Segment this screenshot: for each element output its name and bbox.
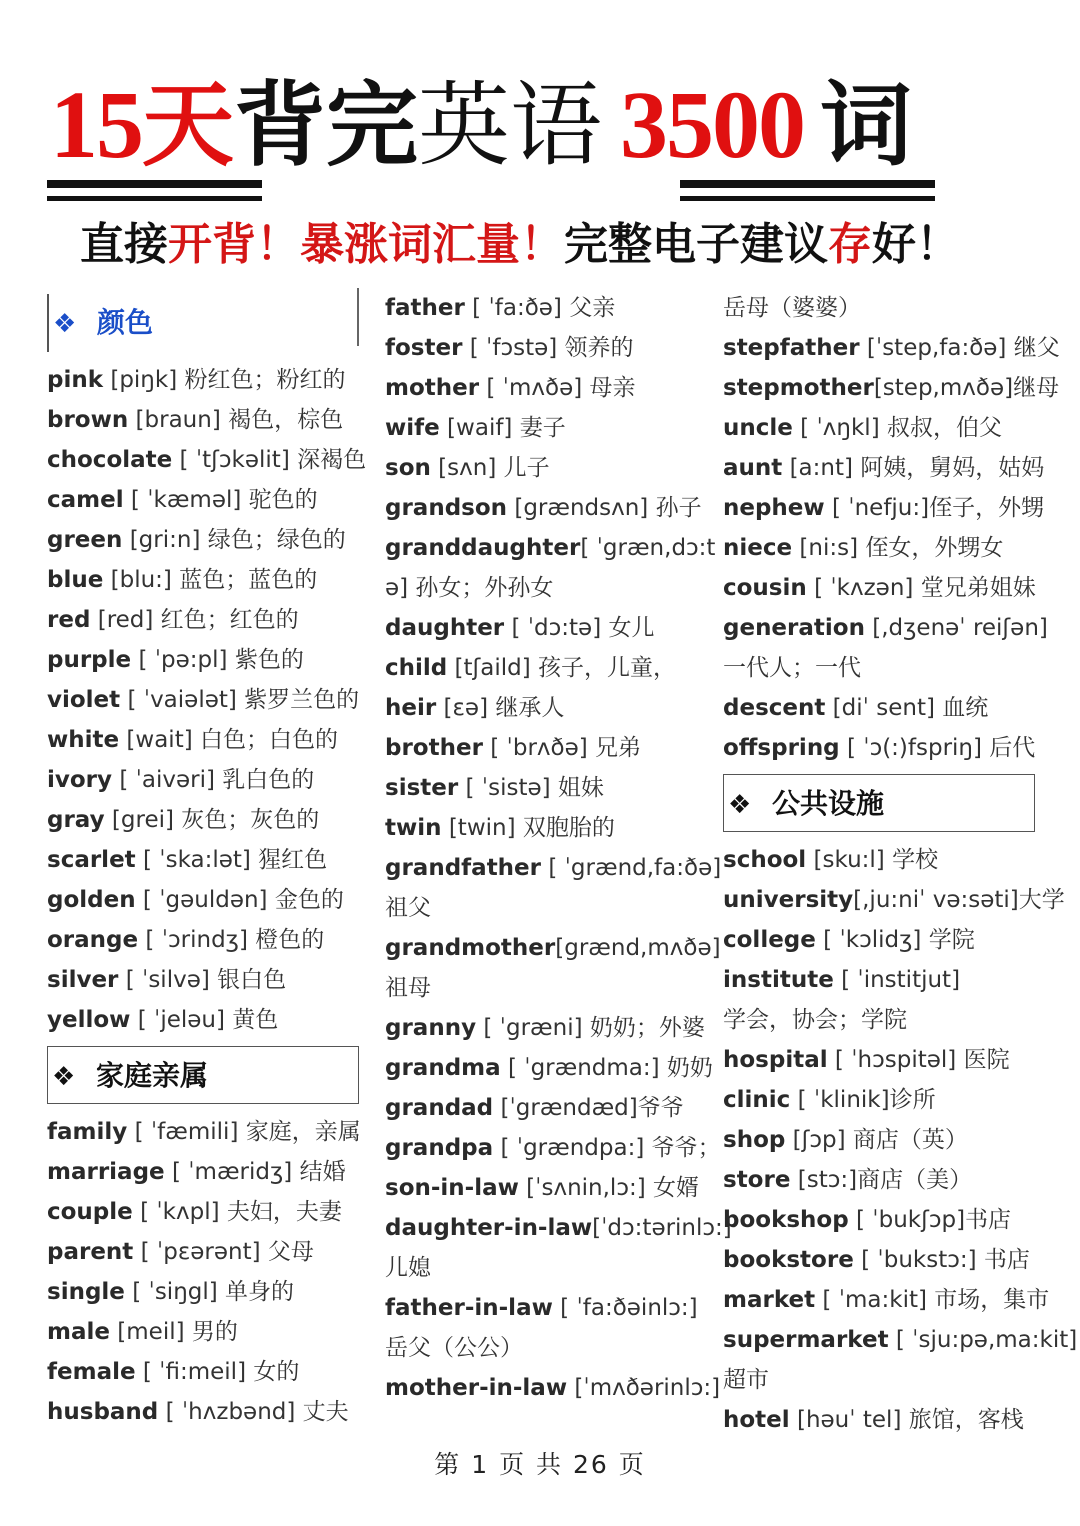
vocab-word: orange — [47, 927, 139, 953]
vocab-word: son-in-law — [385, 1175, 519, 1201]
vocab-entry — [723, 608, 1053, 648]
vocab-word: male — [47, 1319, 110, 1345]
vocab-phonetic-meaning: [ ˈgrænd,fa:ðə] — [541, 855, 722, 881]
vocab-entry — [723, 1080, 1053, 1120]
vocab-entry — [723, 1120, 1053, 1160]
vocab-entry — [47, 1392, 359, 1432]
column-2 — [385, 288, 732, 1408]
vocab-entry — [47, 1352, 359, 1392]
vocab-phonetic-meaning: [ ˈpεərənt] 父母 — [133, 1239, 314, 1265]
vocab-entry — [723, 1400, 1053, 1440]
vocab-phonetic-meaning: [sku:l] 学校 — [806, 847, 939, 873]
vocab-entry — [385, 1208, 732, 1248]
vocab-phonetic-meaning: 岳父（公公） — [385, 1335, 523, 1361]
vocab-phonetic-meaning: [həuˈ tel] 旅馆，客栈 — [789, 1407, 1024, 1433]
vocab-word: store — [723, 1167, 791, 1193]
vocab-word: mother-in-law — [385, 1375, 568, 1401]
vocab-word: daughter-in-law — [385, 1215, 593, 1241]
vocab-word: female — [47, 1359, 136, 1385]
vocab-word: school — [723, 847, 807, 873]
vocab-word: hotel — [723, 1407, 790, 1433]
vocab-phonetic-meaning: [meil] 男的 — [109, 1319, 238, 1345]
vocab-word: chocolate — [47, 447, 173, 473]
vocab-entry — [47, 800, 359, 840]
vocab-entry — [723, 288, 1053, 328]
diamond-cluster-icon: ❖ — [53, 309, 77, 339]
vocab-word: bookshop — [723, 1207, 849, 1233]
column-1 — [47, 288, 367, 1432]
vocab-word: stepmother — [723, 375, 874, 401]
vocab-entry — [723, 648, 1053, 688]
vocab-word: sister — [385, 775, 459, 801]
vocab-word: shop — [723, 1127, 786, 1153]
word-list-family — [47, 1112, 359, 1432]
vocab-phonetic-meaning: [ ˈgəuldən] 金色的 — [135, 887, 344, 913]
vocab-phonetic-meaning: [ ˈsju:pə,ma:kit] — [888, 1327, 1078, 1353]
vocab-phonetic-meaning: [twin] 双胞胎的 — [441, 815, 615, 841]
vocab-entry — [385, 568, 707, 608]
vocab-entry — [385, 1048, 713, 1088]
vocab-word: purple — [47, 647, 132, 673]
vocab-entry — [385, 328, 707, 368]
vocab-entry — [723, 728, 1053, 768]
vocab-entry — [385, 288, 707, 328]
vocab-word: pink — [47, 367, 104, 393]
vocab-phonetic-meaning: [ ˈtʃɔkəlit] 深褐色 — [172, 447, 367, 473]
vocab-entry — [723, 1200, 1053, 1240]
title-english-text: 英语 — [418, 72, 603, 179]
vocab-phonetic-meaning: [ ˈmʌðə] 母亲 — [479, 375, 636, 401]
vocab-phonetic-meaning: [ ˈbukʃɔp]书店 — [848, 1207, 1012, 1233]
vocab-phonetic-meaning: 超市 — [723, 1367, 769, 1393]
vocab-word: green — [47, 527, 123, 553]
vocab-word: grandmother — [385, 935, 556, 961]
vocab-phonetic-meaning: [ ˈvaiələt] 紫罗兰色的 — [120, 687, 360, 713]
vocab-entry — [723, 408, 1053, 448]
vocab-phonetic-meaning: [ˈstep,fa:ðə] 继父 — [859, 335, 1060, 361]
vocab-phonetic-meaning: [ ˈkʌzən] 堂兄弟姐妹 — [806, 575, 1036, 601]
vocab-entry — [723, 488, 1053, 528]
vocab-phonetic-meaning: [ ˈkɔlidʒ] 学院 — [815, 927, 975, 953]
subtitle-part-4: 暴涨词汇量 — [300, 219, 520, 270]
vocab-word: grandpa — [385, 1135, 494, 1161]
section-title: 公共设施 — [772, 787, 885, 820]
vocab-entry — [47, 1272, 359, 1312]
vocab-entry — [385, 648, 707, 688]
vocab-word: marriage — [47, 1159, 165, 1185]
vocab-phonetic-meaning: [ ˈsilvə] 银白色 — [118, 967, 287, 993]
vocab-phonetic-meaning: [ ˈkʌpl] 夫妇，夫妻 — [132, 1199, 342, 1225]
vocab-entry — [723, 1280, 1053, 1320]
vocab-word: grandad — [385, 1095, 494, 1121]
vocab-phonetic-meaning: [grænd,mʌðə] — [555, 935, 721, 961]
page-number-footer: 第 1 页 共 26 页 — [434, 1450, 646, 1479]
subtitle-part-1: 直接 — [80, 219, 168, 270]
vocab-phonetic-meaning: ə] 孙女；外孙女 — [385, 575, 554, 601]
vocab-entry — [385, 928, 721, 968]
vocab-entry — [47, 720, 359, 760]
title-underline-right-1 — [680, 180, 935, 188]
vocab-phonetic-meaning: [ ˈfɔstə] 领养的 — [462, 335, 634, 361]
word-list-public-facilities — [723, 840, 1078, 1440]
vocab-phonetic-meaning: [ ˈmæridʒ] 结婚 — [164, 1159, 346, 1185]
vocab-word: yellow — [47, 1007, 131, 1033]
vocab-word: descent — [723, 695, 826, 721]
vocab-phonetic-meaning: [ ˈfæmili] 家庭，亲属 — [127, 1119, 361, 1145]
vocab-word: university — [723, 887, 854, 913]
vocab-entry — [385, 408, 707, 448]
column-1-right-rule — [357, 288, 359, 346]
vocab-entry — [723, 568, 1053, 608]
vocab-phonetic-meaning: [piŋk] 粉红色；粉红的 — [103, 367, 346, 393]
vocab-entry — [385, 688, 707, 728]
vocab-word: institute — [723, 967, 834, 993]
vocab-word: scarlet — [47, 847, 136, 873]
vocab-word: niece — [723, 535, 793, 561]
vocab-phonetic-meaning: [ ˈsiŋgl] 单身的 — [124, 1279, 295, 1305]
vocab-phonetic-meaning: [braun] 褐色，棕色 — [128, 407, 344, 433]
diamond-cluster-icon: ❖ — [52, 1062, 76, 1092]
vocab-entry — [723, 528, 1053, 568]
vocab-word: camel — [47, 487, 124, 513]
vocab-phonetic-meaning: 岳母（婆婆） — [723, 295, 861, 321]
section-heading-public-facilities — [723, 774, 1035, 832]
vocab-phonetic-meaning: [ ˈɔ(:)fspriŋ] 后代 — [839, 735, 1036, 761]
vocab-entry — [385, 448, 707, 488]
vocab-entry — [385, 848, 722, 888]
vocab-phonetic-meaning: [a:nt] 阿姨，舅妈，姑妈 — [782, 455, 1045, 481]
vocab-entry — [723, 1360, 1053, 1400]
vocab-entry — [47, 920, 359, 960]
vocab-phonetic-meaning: 一代人；一代 — [723, 655, 861, 681]
vocab-word: cousin — [723, 575, 807, 601]
vocab-phonetic-meaning: [grei] 灰色；灰色的 — [104, 807, 320, 833]
vocab-phonetic-meaning: [ ˈjeləu] 黄色 — [130, 1007, 279, 1033]
vocab-entry — [723, 1320, 1078, 1360]
vocab-entry — [723, 328, 1060, 368]
vocab-entry — [47, 400, 359, 440]
vocab-entry — [47, 440, 367, 480]
vocab-phonetic-meaning: [ ˈfa:ðə] 父亲 — [464, 295, 616, 321]
vocab-phonetic-meaning: [ ˈma:kit] 市场，集市 — [815, 1287, 1050, 1313]
title-underline-left-1 — [47, 180, 262, 188]
vocab-word: generation — [723, 615, 865, 641]
vocab-entry — [385, 528, 716, 568]
vocab-phonetic-meaning: [ ˈska:lət] 猩红色 — [135, 847, 328, 873]
vocab-phonetic-meaning: 祖母 — [385, 975, 431, 1001]
vocab-entry — [723, 840, 1053, 880]
vocab-entry — [47, 760, 359, 800]
word-list-colors — [47, 360, 367, 1040]
vocab-entry — [385, 728, 707, 768]
vocab-entry — [723, 448, 1053, 488]
diamond-cluster-icon: ❖ — [728, 790, 752, 820]
vocab-phonetic-meaning: [ ˈhʌzbənd] 丈夫 — [158, 1399, 349, 1425]
vocab-phonetic-meaning: [εə] 继承人 — [436, 695, 565, 721]
vocab-word: brown — [47, 407, 129, 433]
vocab-entry — [47, 360, 359, 400]
vocab-entry — [723, 368, 1060, 408]
vocab-phonetic-meaning: [ ˈfa:ðəinlɔ:] — [552, 1295, 698, 1321]
vocab-word: wife — [385, 415, 440, 441]
vocab-word: husband — [47, 1399, 159, 1425]
vocab-phonetic-meaning: [ni:s] 侄女，外甥女 — [792, 535, 1004, 561]
vocab-word: blue — [47, 567, 104, 593]
vocab-entry — [385, 888, 707, 928]
vocab-word: violet — [47, 687, 121, 713]
vocab-word: twin — [385, 815, 442, 841]
vocab-word: foster — [385, 335, 463, 361]
vocab-entry — [723, 688, 1053, 728]
vocab-phonetic-meaning: [ʃɔp] 商店（英） — [785, 1127, 968, 1153]
vocab-entry — [47, 880, 359, 920]
vocab-word: grandfather — [385, 855, 542, 881]
vocab-entry — [47, 520, 359, 560]
subtitle-part-5: ！ — [520, 219, 564, 270]
vocab-word: brother — [385, 735, 483, 761]
vocab-word: granny — [385, 1015, 477, 1041]
subtitle — [80, 215, 1040, 275]
vocab-entry — [385, 808, 707, 848]
title-day-char: 天 — [142, 71, 235, 179]
vocab-phonetic-meaning: 祖父 — [385, 895, 431, 921]
vocab-word: gray — [47, 807, 105, 833]
title-bold-text: 背完 — [234, 71, 419, 179]
vocab-phonetic-meaning: 学会，协会；学院 — [723, 1007, 907, 1033]
vocab-entry — [47, 600, 359, 640]
vocab-entry — [47, 680, 359, 720]
vocab-phonetic-meaning: [ ˈfi:meil] 女的 — [135, 1359, 300, 1385]
section-heading-colors — [47, 294, 359, 352]
vocab-word: grandma — [385, 1055, 501, 1081]
vocab-word: college — [723, 927, 816, 953]
vocab-entry — [723, 1240, 1053, 1280]
vocab-word: father-in-law — [385, 1295, 553, 1321]
vocab-phonetic-meaning: [ ˈgrændpa:] 爷爷； — [493, 1135, 721, 1161]
section-title: 家庭亲属 — [96, 1059, 209, 1092]
vocab-word: ivory — [47, 767, 113, 793]
vocab-entry — [385, 1128, 721, 1168]
vocab-phonetic-meaning: [gri:n] 绿色；绿色的 — [122, 527, 346, 553]
vocab-word: white — [47, 727, 120, 753]
vocab-phonetic-meaning: [grændsʌn] 孙子 — [507, 495, 702, 521]
vocab-word: heir — [385, 695, 437, 721]
vocab-phonetic-meaning: [ ˈbrʌðə] 兄弟 — [482, 735, 642, 761]
vocab-phonetic-meaning: [ ˈdɔ:tə] 女儿 — [504, 615, 655, 641]
vocab-word: nephew — [723, 495, 825, 521]
subtitle-part-2: 开背 — [168, 219, 256, 270]
vocab-entry — [385, 1368, 721, 1408]
vocab-word: single — [47, 1279, 125, 1305]
vocab-entry — [723, 1040, 1053, 1080]
vocab-phonetic-meaning: [ ˈgræni] 奶奶；外婆 — [476, 1015, 705, 1041]
vocab-entry — [723, 960, 1053, 1000]
vocab-word: family — [47, 1119, 128, 1145]
vocab-phonetic-meaning: [ˈgrændæd]爷爷 — [493, 1095, 684, 1121]
vocab-word: aunt — [723, 455, 783, 481]
vocab-word: son — [385, 455, 431, 481]
vocab-entry — [723, 920, 1053, 960]
vocab-entry — [723, 1000, 1053, 1040]
vocab-word: grandson — [385, 495, 508, 521]
vocab-word: daughter — [385, 615, 505, 641]
vocab-word: couple — [47, 1199, 133, 1225]
vocab-phonetic-meaning: [,ju:niˈ və:səti]大学 — [853, 887, 1065, 913]
vocab-entry — [47, 1232, 359, 1272]
vocab-entry — [385, 1168, 707, 1208]
vocab-word: bookstore — [723, 1247, 854, 1273]
section-title: 颜色 — [97, 306, 154, 339]
vocab-phonetic-meaning: [ ˈaivəri] 乳白色的 — [112, 767, 315, 793]
vocab-entry — [47, 1152, 359, 1192]
vocab-entry — [385, 1008, 707, 1048]
vocab-entry — [385, 488, 707, 528]
vocab-word: offspring — [723, 735, 840, 761]
vocab-entry — [47, 960, 359, 1000]
vocab-phonetic-meaning: [sʌn] 儿子 — [430, 455, 550, 481]
vocab-phonetic-meaning: [ ˈnefju:]侄子，外甥 — [824, 495, 1045, 521]
vocab-word: market — [723, 1287, 816, 1313]
vocab-word: supermarket — [723, 1327, 889, 1353]
vocab-phonetic-meaning: 儿媳 — [385, 1255, 431, 1281]
title-word-char: 词 — [820, 71, 913, 179]
vocab-phonetic-meaning: [ ˈbukstɔ:] 书店 — [853, 1247, 1030, 1273]
vocab-entry — [385, 1328, 707, 1368]
vocab-phonetic-meaning: [ ˈsistə] 姐妹 — [458, 775, 604, 801]
vocab-phonetic-meaning: [ˈmʌðərinlɔ:] — [567, 1375, 721, 1401]
vocab-word: uncle — [723, 415, 793, 441]
vocab-phonetic-meaning: [diˈ sent] 血统 — [825, 695, 989, 721]
vocab-entry — [385, 368, 707, 408]
subtitle-part-8: 好！ — [872, 219, 960, 270]
vocab-entry — [47, 480, 359, 520]
vocab-entry — [47, 1192, 359, 1232]
word-list-family-end — [723, 288, 1060, 768]
vocab-phonetic-meaning: [ ˈgrændma:] 奶奶 — [500, 1055, 713, 1081]
vocab-word: golden — [47, 887, 136, 913]
vocab-phonetic-meaning: [stɔ:]商店（美） — [790, 1167, 973, 1193]
vocab-word: mother — [385, 375, 480, 401]
vocab-word: father — [385, 295, 465, 321]
vocab-phonetic-meaning: [tʃaild] 孩子，儿童， — [447, 655, 677, 681]
vocab-entry — [47, 560, 359, 600]
vocab-phonetic-meaning: [step,mʌðə]继母 — [873, 375, 1060, 401]
vocab-entry — [385, 1288, 707, 1328]
vocab-word: granddaughter — [385, 535, 581, 561]
title-underline-right-2 — [680, 196, 935, 201]
subtitle-part-3: ！ — [256, 219, 300, 270]
vocab-phonetic-meaning: [wait] 白色；白色的 — [119, 727, 338, 753]
vocab-phonetic-meaning: [ ˈpə:pl] 紫色的 — [131, 647, 304, 673]
vocab-entry — [47, 1312, 359, 1352]
vocab-phonetic-meaning: [red] 红色；红色的 — [90, 607, 299, 633]
column-3 — [723, 288, 1078, 1440]
vocab-entry — [385, 608, 707, 648]
vocab-word: hospital — [723, 1047, 828, 1073]
subtitle-part-7: 存 — [828, 219, 872, 270]
vocab-phonetic-meaning: [ ˈhɔspitəl] 医院 — [827, 1047, 1010, 1073]
subtitle-part-6: 完整电子建议 — [564, 219, 828, 270]
vocab-word: silver — [47, 967, 119, 993]
section-heading-family — [47, 1046, 359, 1104]
vocab-entry — [47, 840, 359, 880]
vocab-phonetic-meaning: [ ˈʌŋkl] 叔叔，伯父 — [792, 415, 1002, 441]
vocab-word: red — [47, 607, 91, 633]
vocab-word: clinic — [723, 1087, 791, 1113]
vocab-phonetic-meaning: [waif] 妻子 — [439, 415, 566, 441]
vocab-phonetic-meaning: [ ˈɔrindʒ] 橙色的 — [138, 927, 325, 953]
word-list-family-continued — [385, 288, 732, 1408]
vocab-phonetic-meaning: [ˈdɔ:tərinlɔ:] — [592, 1215, 732, 1241]
vocab-entry — [47, 1000, 359, 1040]
vocab-phonetic-meaning: [ ˈkæməl] 驼色的 — [123, 487, 318, 513]
vocab-entry — [385, 1088, 707, 1128]
vocab-entry — [385, 1248, 707, 1288]
title-underline-left-2 — [47, 196, 262, 201]
title-number-days: 15 — [50, 71, 142, 178]
vocab-phonetic-meaning: [ ˈklinik]诊所 — [790, 1087, 936, 1113]
vocab-phonetic-meaning: [ ˈgræn,dɔ:t — [580, 535, 716, 561]
vocab-word: parent — [47, 1239, 134, 1265]
vocab-word: child — [385, 655, 448, 681]
vocab-entry — [723, 1160, 1053, 1200]
vocab-phonetic-meaning: [ ˈinstitjut] — [833, 967, 961, 993]
vocab-entry — [385, 968, 707, 1008]
title-number-words: 3500 — [620, 71, 805, 178]
vocab-entry — [385, 768, 707, 808]
vocab-entry — [723, 880, 1065, 920]
vocab-entry — [47, 1112, 359, 1152]
vocab-phonetic-meaning: [,dʒenəˈ reiʃən] — [864, 615, 1048, 641]
page-title — [50, 70, 1040, 180]
vocab-entry — [47, 640, 359, 680]
vocab-phonetic-meaning: [ˈsʌnin,lɔ:] 女婿 — [518, 1175, 699, 1201]
vocab-word: stepfather — [723, 335, 860, 361]
vocab-phonetic-meaning: [blu:] 蓝色；蓝色的 — [103, 567, 318, 593]
